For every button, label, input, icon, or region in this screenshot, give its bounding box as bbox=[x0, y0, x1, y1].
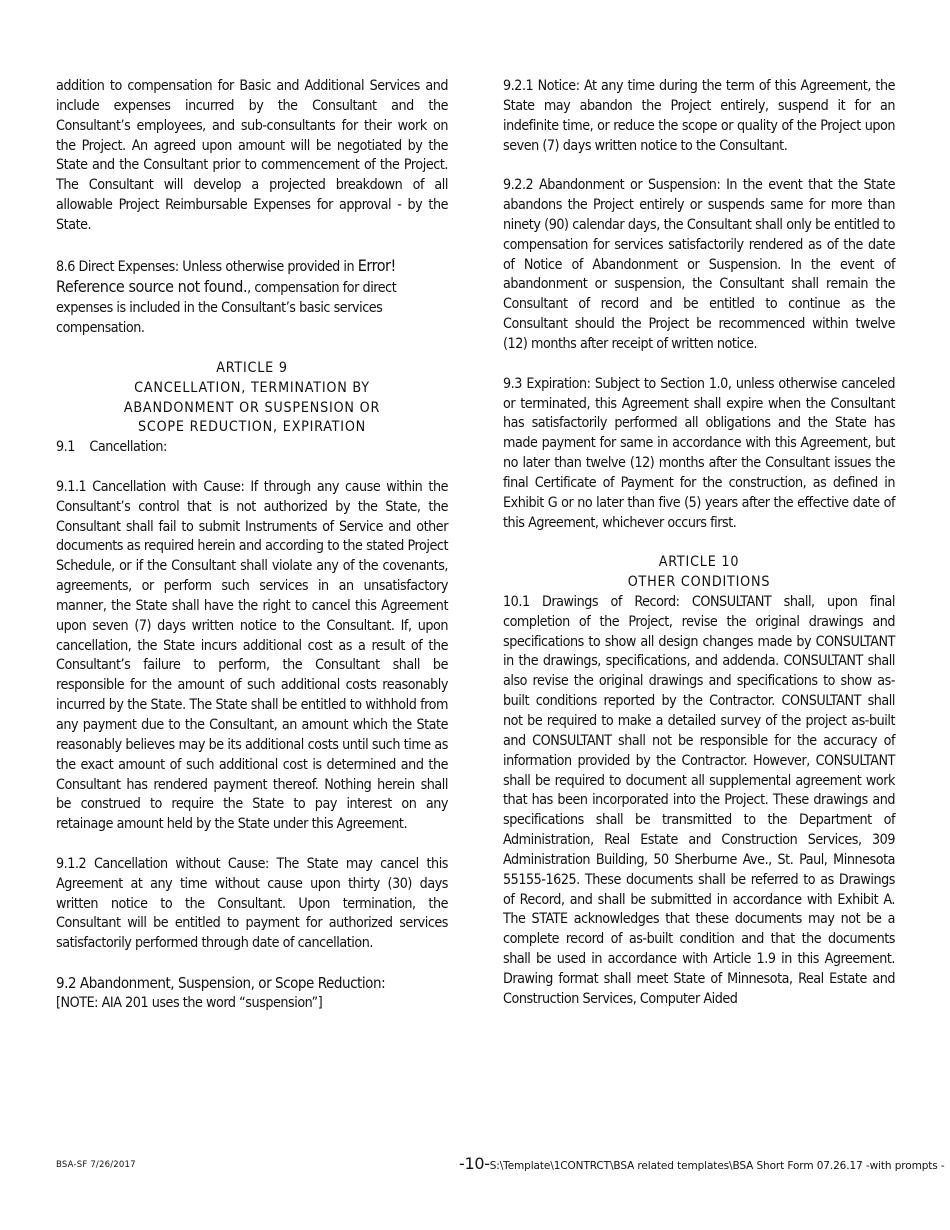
left-column bbox=[56, 77, 448, 1034]
paragraph-8-5-continuation: addition to compensation for Basic and Additional Services and include expenses incurred by the Consultant and the Consultant’s employees, and sub-consultants for their work on the Project. An agreed upon amount will be negotiated by the State and the Consultant prior to commencement of the Project. The Consultant will develop a projected breakdown of all allowable Project Reimbursable Expenses for approval - by the State. bbox=[56, 78, 448, 233]
article-10-subtitle: OTHER CONDITIONS bbox=[627, 574, 771, 591]
paragraph-9-1-1: 9.1.1 Cancellation with Cause: If through any cause within the Consultant’s control that is not authorized by the State, the Consultant shall fail to submit Instruments of Service and other documents as required herein and according to the stated Project Schedule, or if the Consultant shall violate any of the covenants, agreements, or perform such services in an unsatisfactory manner, the State shall have the right to cancel this Agreement upon seven (7) days written notice to the Consultant. If, upon cancellation, the State incurs additional cost as a result of the Consultant’s failure to perform, the Consultant shall be responsible for the amount of such additional costs reasonably incurred by the State. The State shall be entitled to withhold from any payment due to the Consultant, an amount which the State reasonably believes may be its additional costs until such time as the exact amount of such additional cost is determined and the Consultant has rendered payment thereof. Nothing herein shall be construed to require the State to pay interest on any retainage amount held by the State under this Agreement. bbox=[56, 478, 448, 833]
reference-error-text: Error! Reference source not found. bbox=[56, 255, 396, 297]
paragraph-8-6-end: , compensation for direct expenses is included in the Consultant’s basic services compensation. bbox=[56, 280, 397, 337]
article-10-heading bbox=[503, 553, 895, 593]
note-9-2: [NOTE: AIA 201 uses the word “suspension”] bbox=[56, 994, 323, 1011]
section-9-1-heading: 9.1 Cancellation: bbox=[56, 439, 167, 456]
paragraph-9-3: 9.3 Expiration: Subject to Section 1.0, unless otherwise canceled or terminated, this Agreement shall expire when the Consultant has satisfactorily performed all obligations and the State has made payment for same in accordance with this Agreement, but no later than twelve (12) months after the Consultant issues the final Certificate of Payment for the construction, as defined in Exhibit G or no later than five (5) years after the effective date of this Agreement, whichever occurs first. bbox=[503, 375, 895, 531]
article-10-title: ARTICLE 10 bbox=[658, 554, 740, 571]
page-number: -10- bbox=[459, 1154, 490, 1173]
article-9-subtitle-line-2: ABANDONMENT OR SUSPENSION OR bbox=[123, 399, 381, 416]
file-path: S:\Template\1CONTRCT\BSA related templates\BSA Short Form 07.26.17 -with prompts - bbox=[489, 1160, 945, 1172]
article-9-title: ARTICLE 9 bbox=[216, 359, 288, 376]
right-column bbox=[503, 77, 895, 1030]
article-9-subtitle-line-1: CANCELLATION, TERMINATION BY bbox=[134, 379, 370, 396]
article-9-heading bbox=[56, 359, 448, 438]
paragraph-9-1-2: 9.1.2 Cancellation without Cause: The State may cancel this Agreement at any time without cause upon thirty (30) days written notice to the Consultant. Upon termination, the Consultant will be entitled to payment for authorized services satisfactorily performed through date of cancellation. bbox=[56, 855, 448, 952]
footer-page-info bbox=[459, 1154, 945, 1173]
paragraph-9-2-2: 9.2.2 Abandonment or Suspension: In the event that the State abandons the Project entirely or suspends same for more than ninety (90) calendar days, the Consultant shall only be entitled to compensation for services satisfactorily rendered as of the date of Notice of Abandonment or Suspension. In the event of abandonment or suspension, the Consultant shall remain the Consultant of record and be entitled to continue as the Consultant should the Project be recommenced within twelve (12) months after receipt of written notice. bbox=[503, 177, 895, 352]
section-9-2-heading: 9.2 Abandonment, Suspension, or Scope Reduction: bbox=[56, 973, 386, 992]
footer-form-id: BSA-SF 7/26/2017 bbox=[56, 1160, 136, 1170]
paragraph-8-6-start: 8.6 Direct Expenses: Unless otherwise provided in bbox=[56, 258, 355, 275]
article-9-subtitle-line-3: SCOPE REDUCTION, EXPIRATION bbox=[137, 419, 367, 436]
paragraph-8-6 bbox=[56, 256, 448, 339]
paragraph-10-1: 10.1 Drawings of Record: CONSULTANT shall, upon final completion of the Project, revise the original drawings and specifications to show all design changes made by CONSULTANT in the drawings, specifications, and addenda. CONSULTANT shall also revise the original drawings and specifications to show as-built conditions reported by the Contractor. CONSULTANT shall not be required to make a detailed survey of the project as-built and CONSULTANT shall not be responsible for the accuracy of information provided by the Contractor. However, CONSULTANT shall be required to document all supplemental agreement work that has been incorporated into the Project. These drawings and specifications shall be transmitted to the Department of Administration, Real Estate and Construction Services, 309 Administration Building, 50 Sherburne Ave., St. Paul, Minnesota 55155-1625. These documents shall be referred to as Drawings of Record, and shall be submitted in accordance with Exhibit A. The STATE acknowledges that these documents may not be a complete record of as-built condition and that the documents shall be used in accordance with Article 1.9 in this Agreement. Drawing format shall meet State of Minnesota, Real Estate and Construction Services, Computer Aided bbox=[503, 593, 895, 1007]
paragraph-9-2-1: 9.2.1 Notice: At any time during the term of this Agreement, the State may abandon the Project entirely, suspend it for an indefinite time, or reduce the scope or quality of the Project upon seven (7) days written notice to the Consultant. bbox=[503, 78, 895, 154]
